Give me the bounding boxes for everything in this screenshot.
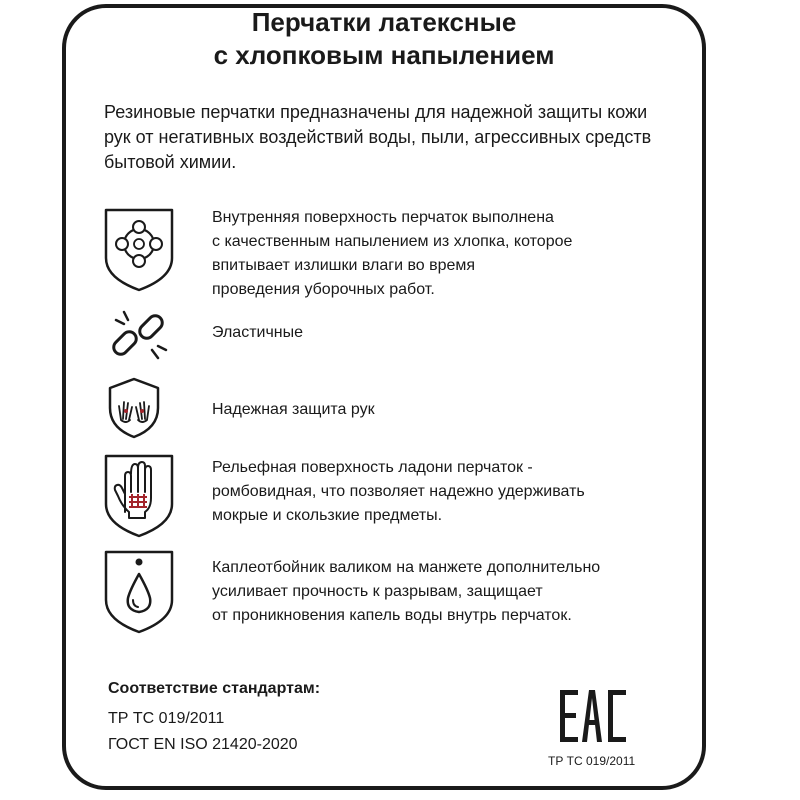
- feature-protection-text: Надежная защита рук: [212, 401, 375, 418]
- feature-grip-text: Рельефная поверхность ладони перчаток - ромбовидная, что позволяет надежно удерживать мокрые и скользкие предметы.: [212, 459, 585, 524]
- grip-glove-shield-icon: [100, 452, 178, 538]
- title-line-2: с хлопковым напылением: [213, 40, 555, 70]
- intro-line-3: бытовой химии.: [104, 152, 237, 172]
- standard-item: ГОСТ EN ISO 21420-2020: [108, 736, 298, 753]
- intro-paragraph: [104, 100, 704, 175]
- broken-chain-icon: [104, 306, 174, 366]
- page-title: [62, 6, 706, 72]
- intro-line-1: Резиновые перчатки предназначены для надежной защиты кожи: [104, 102, 648, 122]
- eac-caption: ТР ТС 019/2011: [548, 754, 636, 768]
- water-drop-shield-icon: [100, 548, 178, 634]
- standards-heading: Соответствие стандартам:: [108, 680, 321, 697]
- feature-cotton-text: Внутренняя поверхность перчаток выполнена с качественным напылением из хлопка, которое впитывает излишки влаги во время проведения уборочных работ.: [212, 209, 573, 298]
- feature-elastic-text: Эластичные: [212, 324, 304, 341]
- intro-line-2: рук от негативных воздействий воды, пыли, агрессивных средств: [104, 127, 652, 147]
- cotton-shield-icon: [100, 206, 178, 292]
- feature-drip-text: Каплеотбойник валиком на манжете дополнительно усиливает прочность к разрывам, защищает от проникновения капель воды внутрь перчаток.: [212, 559, 601, 624]
- standard-item: ТР ТС 019/2011: [108, 710, 225, 727]
- title-line-1: Перчатки латексные: [251, 7, 517, 37]
- eac-certification-logo: [558, 688, 630, 744]
- hands-shield-icon: [106, 376, 162, 440]
